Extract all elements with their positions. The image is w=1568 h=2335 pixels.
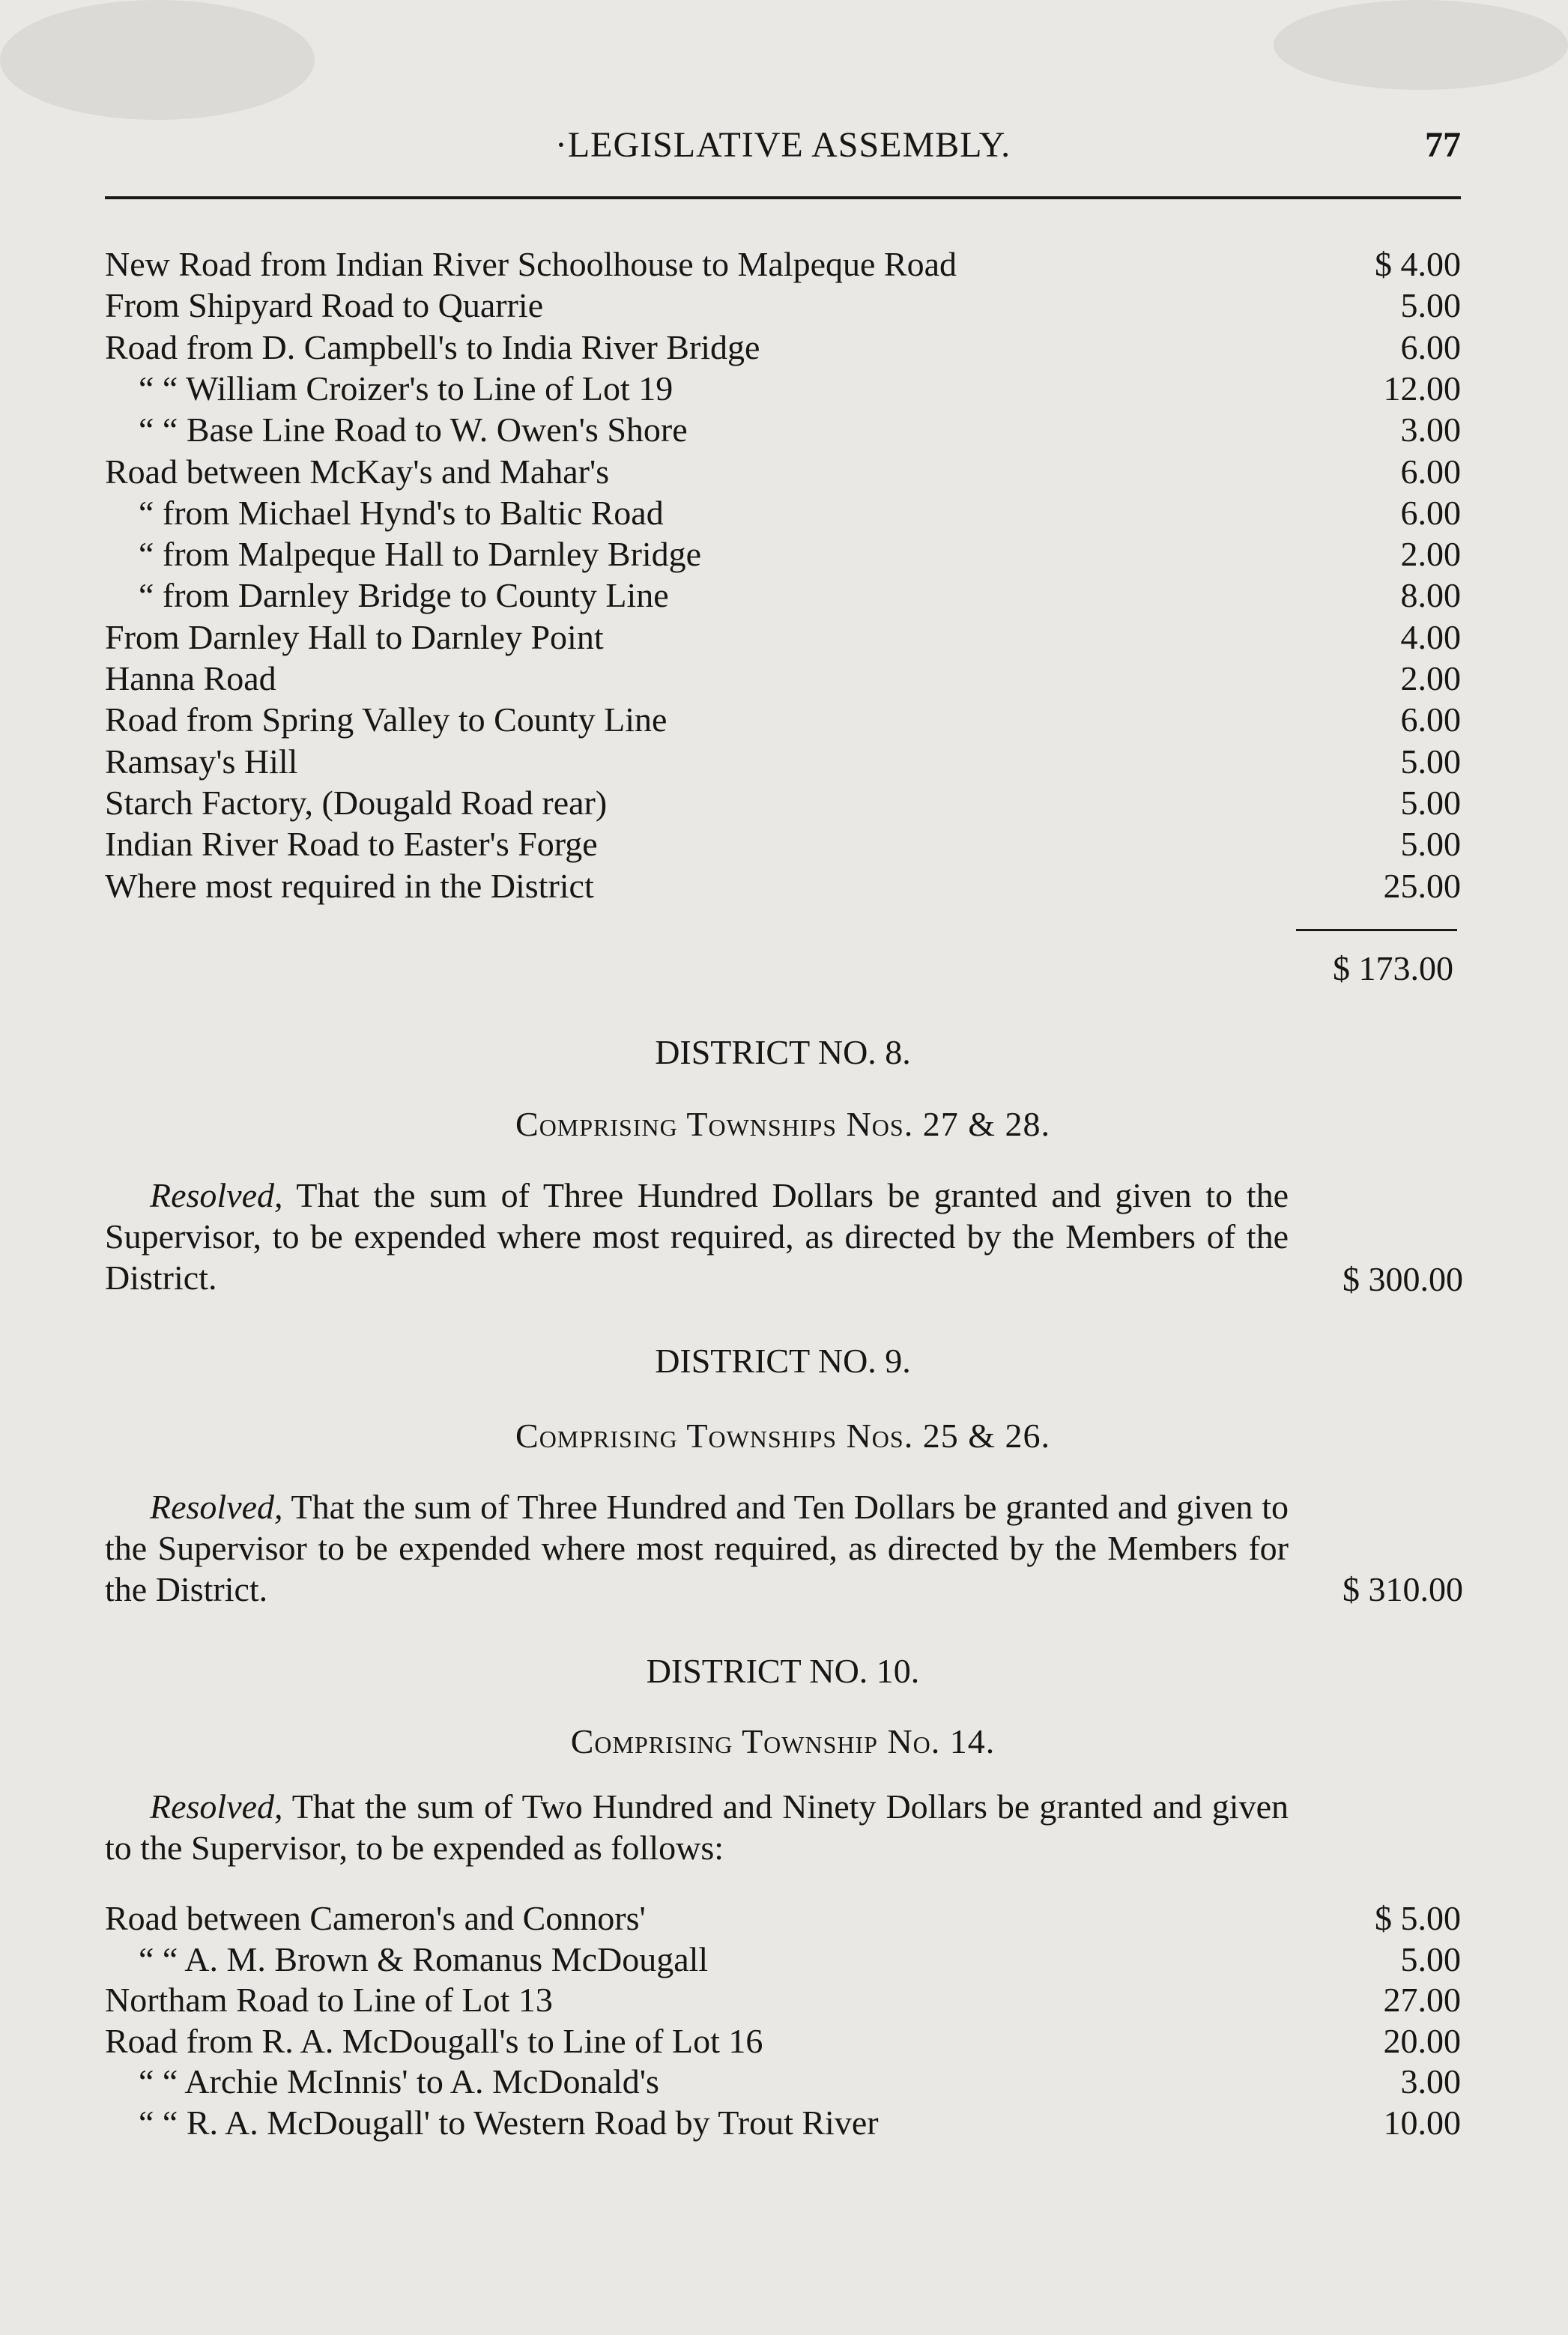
district7-item-row	[105, 452, 1461, 492]
district7-total: $ 173.00	[1333, 949, 1453, 987]
district7-item-amount: 5.00	[1400, 783, 1461, 822]
district7-item-amount: 2.00	[1400, 535, 1461, 574]
district7-item-row	[105, 700, 1461, 740]
district7-item-row	[105, 742, 1461, 782]
district7-item-amount: 6.00	[1400, 452, 1461, 491]
district7-item-label: Hanna Road	[105, 659, 276, 697]
resolved-label: Resolved,	[150, 1787, 283, 1826]
district10-item-amount: 27.00	[1383, 1981, 1461, 2019]
district10-item-amount: 20.00	[1383, 2021, 1461, 2060]
district7-item-label: “ from Darnley Bridge to County Line	[139, 576, 669, 615]
district9-resolution	[105, 1486, 1289, 1610]
page-number: 77	[1425, 125, 1461, 165]
district7-item-row	[105, 285, 1461, 326]
district7-total-row	[105, 948, 1461, 989]
district7-item-amount: 4.00	[1400, 617, 1461, 656]
district10-item-row	[105, 2062, 1461, 2102]
district9-heading: DISTRICT NO. 9.	[655, 1342, 911, 1380]
district7-item-row	[105, 783, 1461, 823]
district7-item-label: Road between McKay's and Mahar's	[105, 452, 610, 491]
district10-item-amount: $ 5.00	[1375, 1899, 1461, 1937]
district10-item-row	[105, 2103, 1461, 2143]
district7-item-amount: 25.00	[1383, 866, 1461, 905]
district7-item-row	[105, 575, 1461, 616]
scan-smudge	[0, 0, 315, 120]
resolution-text: That the sum of Two Hundred and Ninety Dollars be granted and given to the Supervisor, to be expended as follows:	[105, 1787, 1289, 1867]
district10-item-row	[105, 1980, 1461, 2020]
district7-item-row	[105, 658, 1461, 699]
district7-item-label: Road from D. Campbell's to India River Bridge	[105, 327, 760, 366]
header-rule	[105, 196, 1461, 199]
district9-amount: $ 310.00	[1343, 1570, 1463, 1608]
district7-item-label: “ from Michael Hynd's to Baltic Road	[139, 493, 664, 532]
district8-heading: DISTRICT NO. 8.	[655, 1033, 911, 1071]
district7-item-label: New Road from Indian River Schoolhouse to Malpeque Road	[105, 245, 957, 283]
district7-item-amount: 12.00	[1383, 369, 1461, 408]
district10-item-amount: 5.00	[1400, 1939, 1461, 1978]
district10-item-label: “ “ Archie McInnis' to A. McDonald's	[139, 2062, 659, 2101]
district7-item-amount: $ 4.00	[1375, 245, 1461, 283]
district7-item-amount: 5.00	[1400, 742, 1461, 781]
district7-item-label: Starch Factory, (Dougald Road rear)	[105, 783, 608, 822]
district10-item-row	[105, 1898, 1461, 1939]
district7-item-row	[105, 617, 1461, 658]
district10-subheading: Comprising Township No. 14.	[570, 1722, 996, 1760]
district7-item-amount: 5.00	[1400, 286, 1461, 325]
district7-item-amount: 6.00	[1400, 493, 1461, 532]
district9-subheading: Comprising Townships Nos. 25 & 26.	[515, 1417, 1050, 1455]
district7-item-amount: 6.00	[1400, 700, 1461, 739]
district7-item-label: Indian River Road to Easter's Forge	[105, 825, 598, 864]
district8-subheading: Comprising Townships Nos. 27 & 28.	[515, 1105, 1050, 1143]
page-title: ·LEGISLATIVE ASSEMBLY.	[554, 125, 1011, 165]
district10-item-amount: 3.00	[1400, 2062, 1461, 2101]
sum-rule	[1296, 929, 1457, 931]
district10-item-amount: 10.00	[1383, 2103, 1461, 2142]
district7-item-amount: 2.00	[1400, 659, 1461, 697]
district10-item-row	[105, 2021, 1461, 2062]
district10-heading: DISTRICT NO. 10.	[646, 1652, 920, 1690]
resolution-text: That the sum of Three Hundred and Ten Dollars be granted and given to the Supervisor to be expended where most required, as directed by the Members for the District.	[105, 1488, 1289, 1608]
district8-amount: $ 300.00	[1343, 1260, 1463, 1298]
resolved-label: Resolved,	[150, 1488, 283, 1526]
district7-item-row	[105, 824, 1461, 864]
district7-item-label: Where most required in the District	[105, 866, 594, 905]
district7-item-label: Ramsay's Hill	[105, 742, 298, 781]
page-header	[105, 120, 1461, 172]
district10-item-label: Road between Cameron's and Connors'	[105, 1899, 646, 1937]
resolved-label: Resolved,	[150, 1176, 283, 1214]
district10-item-label: “ “ R. A. McDougall' to Western Road by Trout River	[139, 2103, 879, 2142]
district10-item-label: Northam Road to Line of Lot 13	[105, 1981, 553, 2019]
district7-item-label: “ “ William Croizer's to Line of Lot 19	[139, 369, 673, 408]
district7-item-label: “ “ Base Line Road to W. Owen's Shore	[139, 411, 688, 449]
resolution-text: That the sum of Three Hundred Dollars be granted and given to the Supervisor, to be expended where most required, as directed by the Members of the District.	[105, 1176, 1289, 1297]
district7-item-row	[105, 534, 1461, 575]
district7-item-row	[105, 410, 1461, 450]
district7-item-label: Road from Spring Valley to County Line	[105, 700, 668, 739]
district7-item-row	[105, 327, 1461, 368]
district8-resolution	[105, 1175, 1289, 1298]
district10-resolution	[105, 1786, 1289, 1868]
district7-item-amount: 6.00	[1400, 327, 1461, 366]
district7-item-row	[105, 866, 1461, 906]
district7-item-label: From Darnley Hall to Darnley Point	[105, 617, 604, 656]
scan-smudge	[1274, 0, 1568, 90]
district7-item-amount: 5.00	[1400, 825, 1461, 864]
district7-item-label: From Shipyard Road to Quarrie	[105, 286, 544, 325]
district7-item-label: “ from Malpeque Hall to Darnley Bridge	[139, 535, 702, 574]
district7-item-amount: 8.00	[1400, 576, 1461, 615]
district7-item-row	[105, 493, 1461, 533]
district10-item-label: Road from R. A. McDougall's to Line of Lot 16	[105, 2021, 763, 2060]
district7-item-amount: 3.00	[1400, 411, 1461, 449]
district7-item-row	[105, 369, 1461, 409]
district7-item-row	[105, 244, 1461, 285]
district10-item-row	[105, 1939, 1461, 1980]
district10-item-label: “ “ A. M. Brown & Romanus McDougall	[139, 1939, 709, 1978]
